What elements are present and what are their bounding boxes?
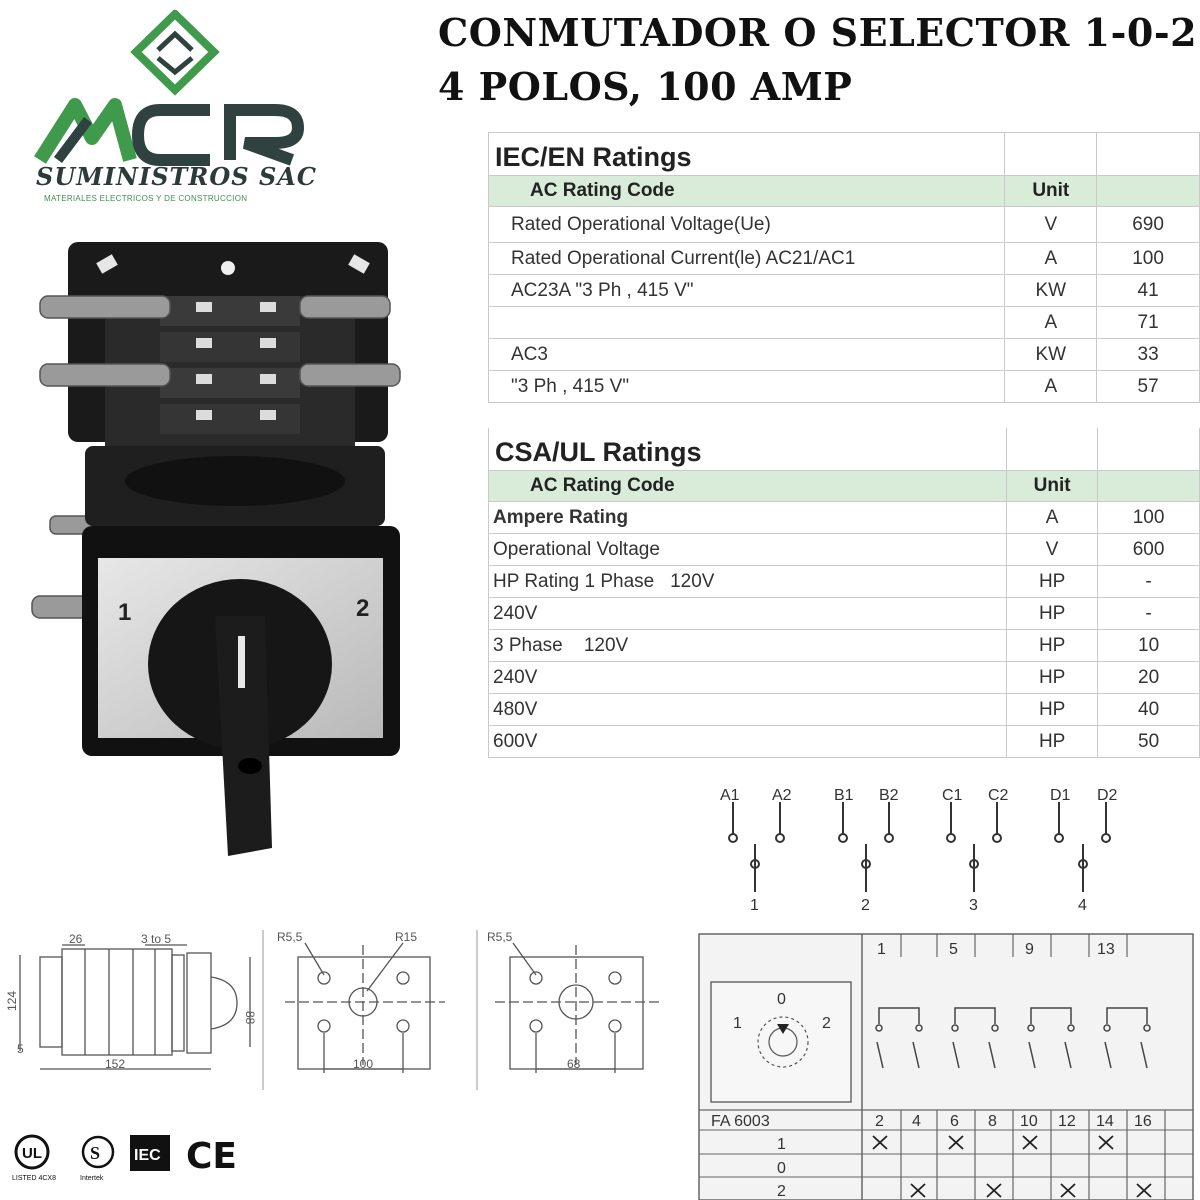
dim-152: 152 — [105, 1057, 126, 1071]
row-value: 71 — [1097, 307, 1200, 339]
row-unit: A — [1007, 502, 1098, 534]
terminal-label: A1 — [720, 787, 740, 804]
dial-position-2: 2 — [822, 1015, 831, 1032]
row-unit: V — [1005, 207, 1097, 243]
csa-ratings-table — [488, 428, 1200, 758]
dial-position-0: 0 — [777, 991, 786, 1008]
row-unit: HP — [1007, 630, 1098, 662]
dim-3to5: 3 to 5 — [141, 932, 172, 946]
table-row — [489, 502, 1200, 534]
row-label: 600V — [489, 726, 1007, 758]
row-value: - — [1098, 598, 1200, 630]
mcr-wordmark — [40, 105, 298, 160]
row-label: Rated Operational Voltage(Ue) — [489, 207, 1005, 243]
contact-number: 8 — [988, 1113, 997, 1130]
csa-title-row — [489, 428, 1200, 471]
csa-header-row — [489, 471, 1200, 502]
contact-diagram — [697, 932, 1197, 1200]
terminal-label: D2 — [1097, 787, 1118, 804]
dim-r15: R15 — [395, 930, 418, 944]
intertek-text: Intertek — [80, 1175, 104, 1182]
table-row — [489, 598, 1200, 630]
dial-position-1: 1 — [733, 1015, 742, 1032]
dial-label-1: 1 — [118, 599, 132, 626]
pole-label: 2 — [861, 897, 870, 914]
logo-tagline: MATERIALES ELECTRICOS Y DE CONSTRUCCION — [44, 194, 248, 203]
iec-header-value — [1097, 176, 1200, 207]
row-label: Operational Voltage — [489, 534, 1007, 566]
dim-68: 68 — [567, 1057, 581, 1071]
row-unit: KW — [1005, 339, 1097, 371]
row-value: 50 — [1098, 726, 1200, 758]
contact-number: 14 — [1096, 1113, 1114, 1130]
contact-number: 12 — [1058, 1113, 1076, 1130]
svg-text:UL: UL — [22, 1145, 42, 1162]
row-unit: HP — [1007, 566, 1098, 598]
terminal-label: C2 — [988, 787, 1009, 804]
row-unit: V — [1007, 534, 1098, 566]
row-label: HP Rating 1 Phase 120V — [489, 566, 1007, 598]
row-label: "3 Ph , 415 V" — [489, 371, 1005, 403]
dial-symbol — [711, 982, 851, 1102]
dim-100: 100 — [353, 1057, 374, 1071]
position-label: 1 — [777, 1136, 786, 1153]
row-unit: HP — [1007, 598, 1098, 630]
row-unit: HP — [1007, 694, 1098, 726]
iec-table-title: IEC/EN Ratings — [489, 133, 1005, 176]
row-unit: A — [1005, 371, 1097, 403]
diamond-icon — [136, 14, 214, 90]
iec-ratings-table — [488, 132, 1200, 403]
title-line-1: CONMUTADOR O SELECTOR 1-0-2 — [438, 10, 1198, 55]
terminal-label: C1 — [942, 787, 963, 804]
front-view-drawing — [285, 943, 445, 1073]
row-unit: A — [1005, 243, 1097, 275]
dim-26: 26 — [69, 932, 83, 946]
logo-company-name: SUMINISTROS SAC — [36, 162, 318, 191]
row-value: 20 — [1098, 662, 1200, 694]
row-label — [489, 307, 1005, 339]
terminal-label: B1 — [834, 787, 854, 804]
table-row — [489, 566, 1200, 598]
dim-r55-cutout: R5,5 — [487, 930, 513, 944]
row-unit: HP — [1007, 662, 1098, 694]
row-label: 240V — [489, 598, 1007, 630]
row-label: 480V — [489, 694, 1007, 726]
pole-label: 4 — [1078, 897, 1087, 914]
table-row — [489, 694, 1200, 726]
row-label: Ampere Rating — [489, 502, 1007, 534]
certification-marks — [8, 1130, 248, 1185]
svg-text:S: S — [90, 1143, 101, 1163]
terminal-label: B2 — [879, 787, 899, 804]
contact-number: 10 — [1020, 1113, 1038, 1130]
row-value: 100 — [1097, 243, 1200, 275]
csa-header-code: AC Rating Code — [489, 471, 1007, 502]
csa-header-unit: Unit — [1007, 471, 1098, 502]
contact-number: 13 — [1097, 941, 1115, 958]
ce-mark-icon — [186, 1136, 237, 1177]
contact-number: 1 — [877, 941, 886, 958]
contact-number: 6 — [950, 1113, 959, 1130]
contact-number: 2 — [875, 1113, 884, 1130]
table-row — [489, 243, 1200, 275]
csa-mark-icon — [80, 1137, 113, 1182]
iec-header-row — [489, 176, 1200, 207]
terminal-label: D1 — [1050, 787, 1071, 804]
product-photo — [10, 236, 420, 861]
row-unit: KW — [1005, 275, 1097, 307]
dial-label-2: 2 — [356, 595, 370, 622]
row-value: 40 — [1098, 694, 1200, 726]
row-label: 3 Phase 120V — [489, 630, 1007, 662]
row-value: 600 — [1098, 534, 1200, 566]
page-title — [438, 6, 1198, 114]
table-row — [489, 630, 1200, 662]
pole-label: 3 — [969, 897, 978, 914]
title-line-2: 4 POLOS, 100 AMP — [438, 64, 853, 109]
iec-title-row — [489, 133, 1200, 176]
table-row — [489, 371, 1200, 403]
table-row — [489, 275, 1200, 307]
contact-number: 4 — [912, 1113, 921, 1130]
row-label: AC23A "3 Ph , 415 V" — [489, 275, 1005, 307]
contact-number: 5 — [949, 941, 958, 958]
cutout-drawing — [495, 943, 660, 1073]
terminal-label: A2 — [772, 787, 792, 804]
row-value: - — [1098, 566, 1200, 598]
svg-text:IEC: IEC — [134, 1147, 161, 1164]
csa-table-title: CSA/UL Ratings — [489, 428, 1007, 471]
position-label: 0 — [777, 1160, 786, 1177]
row-unit: A — [1005, 307, 1097, 339]
table-row — [489, 534, 1200, 566]
table-row — [489, 726, 1200, 758]
ul-listed-text: LISTED 4CX8 — [12, 1175, 56, 1182]
csa-header-value — [1098, 471, 1200, 502]
row-value: 57 — [1097, 371, 1200, 403]
side-view-drawing — [20, 945, 250, 1069]
table-row — [489, 662, 1200, 694]
wiring-schematic — [710, 782, 1150, 917]
dimension-drawings — [5, 925, 695, 1095]
iec-header-unit: Unit — [1005, 176, 1097, 207]
pole-label: 1 — [750, 897, 759, 914]
row-label: Rated Operational Current(le) AC21/AC1 — [489, 243, 1005, 275]
row-label: 240V — [489, 662, 1007, 694]
table-row — [489, 307, 1200, 339]
row-value: 10 — [1098, 630, 1200, 662]
dim-88: 88 — [243, 1011, 257, 1025]
row-value: 100 — [1098, 502, 1200, 534]
iec-mark-icon — [130, 1135, 170, 1171]
contact-number: 9 — [1025, 941, 1034, 958]
ul-mark-icon — [12, 1136, 56, 1182]
row-value: 41 — [1097, 275, 1200, 307]
table-row — [489, 339, 1200, 371]
iec-header-code: AC Rating Code — [489, 176, 1005, 207]
contact-number: 16 — [1134, 1113, 1152, 1130]
svg-text:CE: CE — [186, 1136, 238, 1177]
table-row — [489, 207, 1200, 243]
dim-r55-front: R5,5 — [277, 930, 303, 944]
dim-124: 124 — [5, 990, 19, 1011]
row-value: 33 — [1097, 339, 1200, 371]
selector-handle[interactable] — [148, 579, 332, 856]
row-label: AC3 — [489, 339, 1005, 371]
position-label: 2 — [777, 1183, 786, 1200]
row-unit: HP — [1007, 726, 1098, 758]
row-value: 690 — [1097, 207, 1200, 243]
dim-5: 5 — [17, 1042, 24, 1056]
diagram-code: FA 6003 — [711, 1113, 770, 1130]
